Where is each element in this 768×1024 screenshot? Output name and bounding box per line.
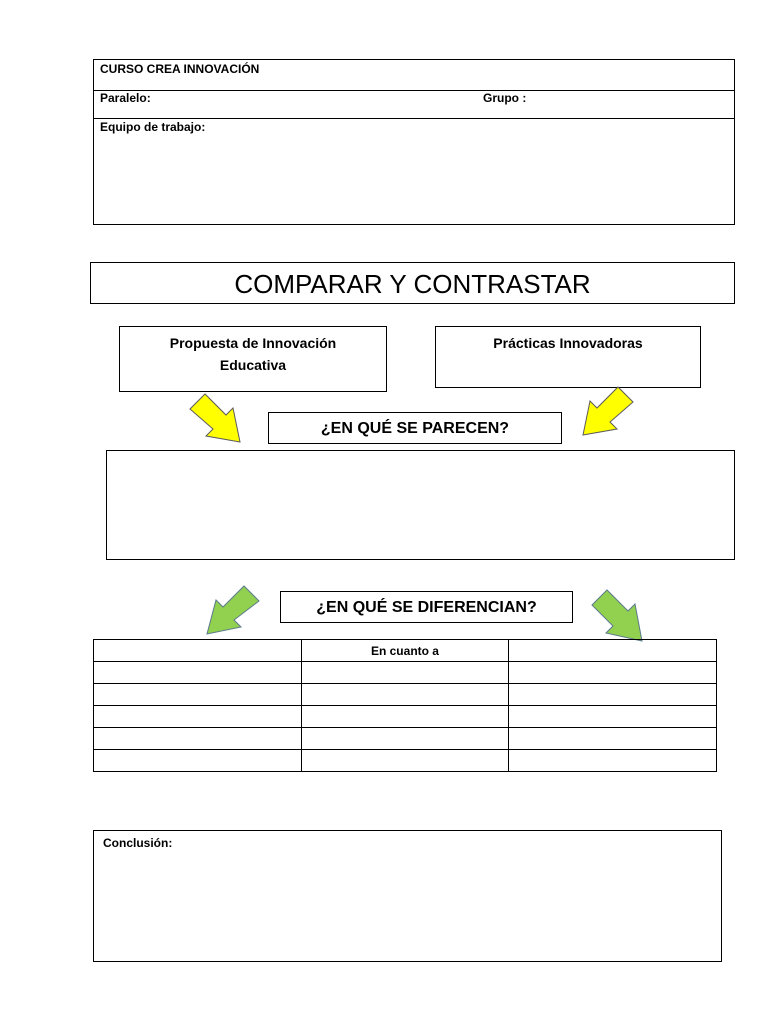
table-row [94,662,717,684]
conclusion-label: Conclusión: [103,836,173,850]
table-cell[interactable] [509,706,717,728]
table-cell[interactable] [94,684,302,706]
table-cell[interactable] [301,728,509,750]
yellow-arrow-down-right-icon [188,392,248,448]
similarities-question: ¿EN QUÉ SE PARECEN? [268,412,562,444]
differences-table [93,639,717,772]
table-cell[interactable] [94,706,302,728]
differences-question: ¿EN QUÉ SE DIFERENCIAN? [280,591,573,623]
table-cell[interactable] [94,728,302,750]
table-cell[interactable] [301,662,509,684]
header-table [93,59,735,225]
table-row [94,684,717,706]
table-cell[interactable] [301,706,509,728]
yellow-arrow-down-left-icon [578,385,638,441]
table-cell[interactable] [509,684,717,706]
course-title: CURSO CREA INNOVACIÓN [100,62,260,76]
page-title: COMPARAR Y CONTRASTAR [90,262,735,304]
green-arrow-down-left-icon [204,584,264,638]
right-topic-box [435,326,701,388]
table-row [94,728,717,750]
left-topic-box [119,326,387,392]
paralelo-row [94,89,734,119]
conclusion-box[interactable] [93,830,722,962]
grupo-label: Grupo : [483,91,527,105]
green-arrow-down-right-icon [590,588,650,644]
table-cell[interactable] [509,750,717,772]
course-row [94,60,734,91]
table-header-row [94,640,717,662]
table-cell[interactable] [509,728,717,750]
table-row [94,706,717,728]
similarities-answer-box[interactable] [106,450,735,560]
table-header-en-cuanto-a: En cuanto a [301,640,509,662]
table-cell[interactable] [509,640,717,662]
table-cell[interactable] [301,750,509,772]
table-cell[interactable] [94,662,302,684]
paralelo-label: Paralelo: [100,91,151,105]
equipo-label: Equipo de trabajo: [100,120,206,134]
equipo-row [94,118,734,224]
table-row [94,750,717,772]
left-topic-label: Propuesta de Innovación Educativa [169,335,337,373]
table-cell[interactable] [94,640,302,662]
table-cell[interactable] [509,662,717,684]
table-cell[interactable] [94,750,302,772]
right-topic-label: Prácticas Innovadoras [493,335,643,351]
table-cell[interactable] [301,684,509,706]
